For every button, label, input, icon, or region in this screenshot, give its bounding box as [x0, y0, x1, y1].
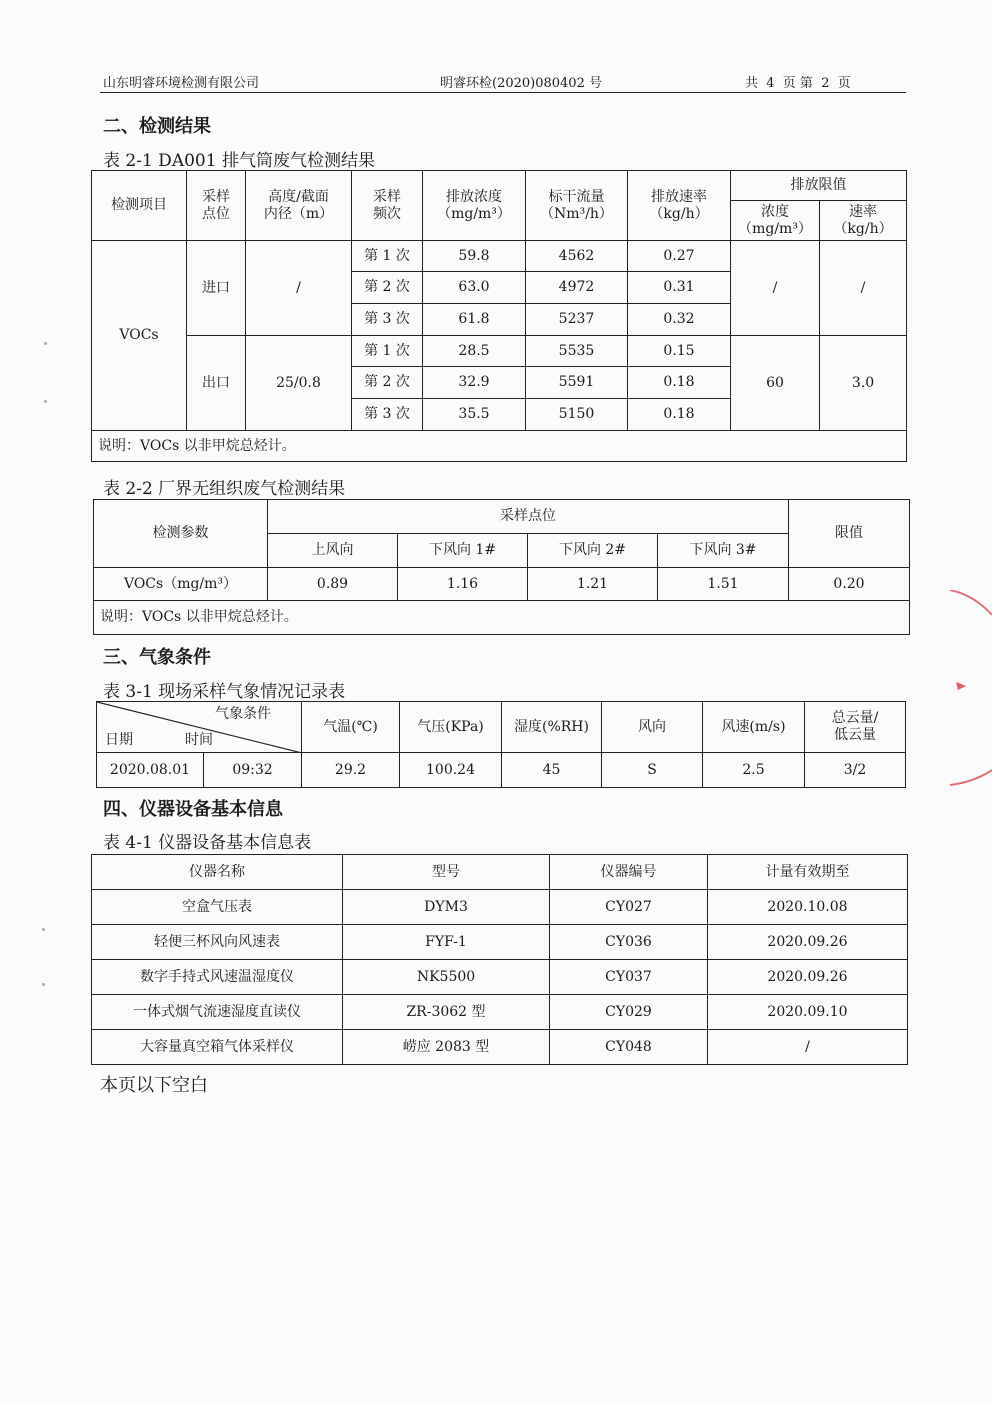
header-height: 高度/截面 内径（m） — [246, 171, 352, 241]
pressure-cell: 100.24 — [400, 753, 502, 788]
name-cell: 一体式烟气流速湿度直读仪 — [92, 995, 343, 1030]
col-downwind-2: 下风向 2# — [528, 534, 658, 568]
page-info: 共 4 页 第 2 页 — [745, 76, 851, 91]
company-name: 山东明睿环境检测有限公司 — [103, 76, 260, 91]
flow-cell: 4972 — [526, 272, 628, 304]
table-2-2-caption: 表 2-2 厂界无组织废气检测结果 — [103, 479, 346, 499]
table-2-1-note: 说明：VOCs 以非甲烷总烃计。 — [92, 431, 907, 462]
table-4-1-caption: 表 4-1 仪器设备基本信息表 — [103, 833, 312, 853]
table-row — [92, 995, 908, 1030]
value-cell: 1.21 — [528, 568, 658, 601]
header-pressure: 气压(KPa) — [400, 702, 502, 753]
col-upwind: 上风向 — [268, 534, 398, 568]
freq-cell: 第 2 次 — [352, 367, 423, 399]
table-4-1 — [91, 854, 908, 1065]
table-row — [92, 960, 908, 995]
number-cell: CY036 — [550, 925, 708, 960]
date-cell: / — [708, 1030, 908, 1065]
flow-cell: 5150 — [526, 399, 628, 431]
flow-cell: 4562 — [526, 241, 628, 272]
value-cell: 0.89 — [268, 568, 398, 601]
table-row — [92, 336, 907, 367]
rate-cell: 0.18 — [628, 367, 731, 399]
value-cell: 1.16 — [398, 568, 528, 601]
blank-page-note: 本页以下空白 — [100, 1075, 208, 1096]
header-limit-rate: 速率 （kg/h） — [820, 201, 907, 241]
report-number: 明睿环检(2020)080402 号 — [440, 76, 602, 91]
table-row — [92, 925, 908, 960]
inlet-limit-conc: / — [731, 241, 820, 336]
scan-speck — [42, 983, 45, 986]
table-2-2-note: 说明：VOCs 以非甲烷总烃计。 — [94, 601, 910, 635]
header-limit: 排放限值 — [731, 171, 907, 201]
item-cell: VOCs — [92, 241, 187, 431]
freq-cell: 第 3 次 — [352, 399, 423, 431]
rate-cell: 0.27 — [628, 241, 731, 272]
model-cell: NK5500 — [343, 960, 550, 995]
name-cell: 空盒气压表 — [92, 890, 343, 925]
header-date: 日期 — [105, 732, 133, 749]
temp-cell: 29.2 — [302, 753, 400, 788]
model-cell: ZR-3062 型 — [343, 995, 550, 1030]
header-param: 检测参数 — [94, 500, 268, 568]
conc-cell: 59.8 — [423, 241, 526, 272]
table-3-1 — [96, 701, 906, 788]
name-cell: 数字手持式风速温湿度仪 — [92, 960, 343, 995]
col-downwind-3: 下风向 3# — [658, 534, 789, 568]
outlet-limit-rate: 3.0 — [820, 336, 907, 431]
table-3-1-caption: 表 3-1 现场采样气象情况记录表 — [103, 682, 346, 702]
inlet-height: / — [246, 241, 352, 336]
flow-cell: 5237 — [526, 304, 628, 336]
table-row — [94, 568, 910, 601]
header-rate: 排放速率 （kg/h） — [628, 171, 731, 241]
model-cell: 崂应 2083 型 — [343, 1030, 550, 1065]
official-seal — [944, 590, 992, 790]
model-cell: DYM3 — [343, 890, 550, 925]
rate-cell: 0.32 — [628, 304, 731, 336]
header-concentration: 排放浓度 （mg/m³） — [423, 171, 526, 241]
col-downwind-1: 下风向 1# — [398, 534, 528, 568]
header-limit: 限值 — [789, 500, 910, 568]
table-row — [92, 241, 907, 272]
number-cell: CY029 — [550, 995, 708, 1030]
header-wind-speed: 风速(m/s) — [703, 702, 805, 753]
inlet-point: 进口 — [187, 241, 246, 336]
table-2-1 — [91, 170, 907, 462]
section-2-title: 二、检测结果 — [103, 116, 211, 137]
section-4-title: 四、仪器设备基本信息 — [103, 799, 283, 820]
header-limit-conc: 浓度 （mg/m³） — [731, 201, 820, 241]
name-cell: 轻便三杯风向风速表 — [92, 925, 343, 960]
header-points: 采样点位 — [268, 500, 789, 534]
conc-cell: 61.8 — [423, 304, 526, 336]
header-frequency: 采样 频次 — [352, 171, 423, 241]
header-wind-dir: 风向 — [602, 702, 703, 753]
scan-speck — [44, 342, 47, 345]
freq-cell: 第 1 次 — [352, 241, 423, 272]
flow-cell: 5535 — [526, 336, 628, 367]
wind-speed-cell: 2.5 — [703, 753, 805, 788]
outlet-height: 25/0.8 — [246, 336, 352, 431]
date-cell: 2020.08.01 — [97, 753, 204, 788]
freq-cell: 第 2 次 — [352, 272, 423, 304]
scan-speck — [42, 928, 45, 931]
date-cell: 2020.09.10 — [708, 995, 908, 1030]
table-2-2 — [93, 499, 910, 635]
header-temp: 气温(℃) — [302, 702, 400, 753]
header-point: 采样 点位 — [187, 171, 246, 241]
header-valid-until: 计量有效期至 — [708, 855, 908, 890]
date-cell: 2020.10.08 — [708, 890, 908, 925]
header-weather-cond: 气象条件 — [215, 706, 271, 722]
time-cell: 09:32 — [204, 753, 302, 788]
rate-cell: 0.31 — [628, 272, 731, 304]
param-cell: VOCs（mg/m³） — [94, 568, 268, 601]
conc-cell: 35.5 — [423, 399, 526, 431]
header-item: 检测项目 — [92, 171, 187, 241]
outlet-limit-conc: 60 — [731, 336, 820, 431]
rate-cell: 0.15 — [628, 336, 731, 367]
seal-ring — [944, 590, 992, 790]
header-time: 时间 — [185, 732, 213, 749]
header-flow: 标干流量 （Nm³/h） — [526, 171, 628, 241]
number-cell: CY048 — [550, 1030, 708, 1065]
flow-cell: 5591 — [526, 367, 628, 399]
value-cell: 1.51 — [658, 568, 789, 601]
header-divider — [100, 92, 906, 93]
header-instrument-name: 仪器名称 — [92, 855, 343, 890]
name-cell: 大容量真空箱气体采样仪 — [92, 1030, 343, 1065]
humidity-cell: 45 — [502, 753, 602, 788]
conc-cell: 32.9 — [423, 367, 526, 399]
limit-cell: 0.20 — [789, 568, 910, 601]
outlet-point: 出口 — [187, 336, 246, 431]
section-3-title: 三、气象条件 — [103, 647, 211, 668]
conc-cell: 63.0 — [423, 272, 526, 304]
freq-cell: 第 3 次 — [352, 304, 423, 336]
table-2-1-caption: 表 2-1 DA001 排气筒废气检测结果 — [103, 151, 375, 171]
header-diagonal-cell — [97, 702, 302, 753]
header-humidity: 湿度(%RH) — [502, 702, 602, 753]
date-cell: 2020.09.26 — [708, 925, 908, 960]
header-model: 型号 — [343, 855, 550, 890]
number-cell: CY037 — [550, 960, 708, 995]
wind-dir-cell: S — [602, 753, 703, 788]
rate-cell: 0.18 — [628, 399, 731, 431]
table-row — [97, 753, 906, 788]
table-row — [92, 1030, 908, 1065]
date-cell: 2020.09.26 — [708, 960, 908, 995]
scan-speck — [44, 400, 47, 403]
header-cloud: 总云量/ 低云量 — [805, 702, 906, 753]
number-cell: CY027 — [550, 890, 708, 925]
header-instrument-no: 仪器编号 — [550, 855, 708, 890]
inlet-limit-rate: / — [820, 241, 907, 336]
freq-cell: 第 1 次 — [352, 336, 423, 367]
table-row — [92, 890, 908, 925]
model-cell: FYF-1 — [343, 925, 550, 960]
cloud-cell: 3/2 — [805, 753, 906, 788]
conc-cell: 28.5 — [423, 336, 526, 367]
